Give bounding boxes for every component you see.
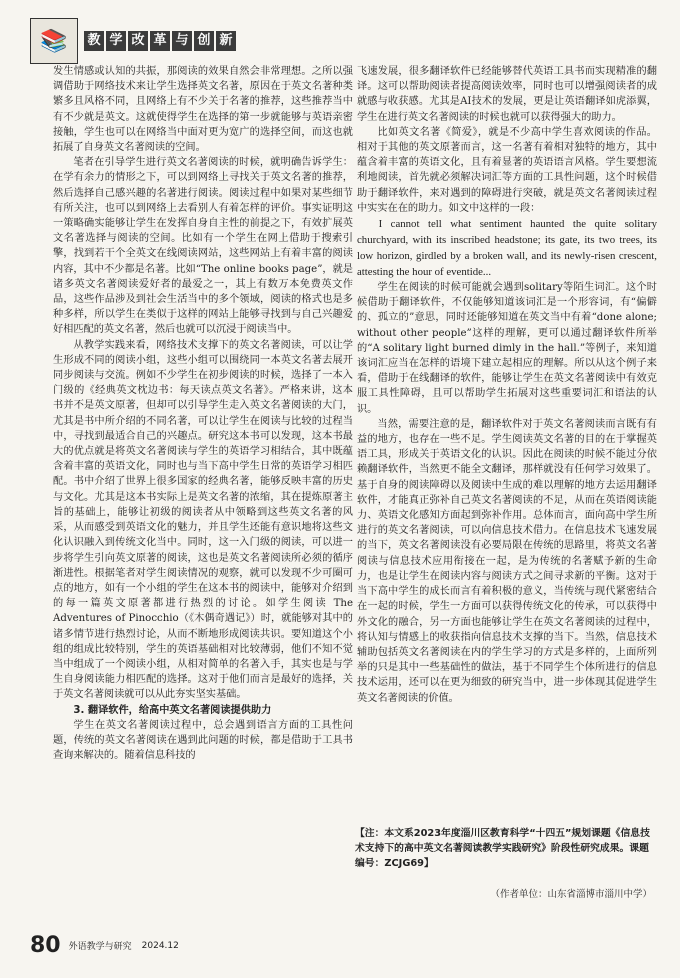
section-title-char: 与 bbox=[172, 31, 192, 51]
page-header bbox=[30, 22, 238, 60]
author-affiliation: （作者单位：山东省淄博市淄川中学） bbox=[490, 889, 652, 900]
section-title-char: 教 bbox=[84, 31, 104, 51]
paragraph: 比如英文名著《简爱》，就是不少高中学生喜欢阅读的作品。相对于其他的英文原著而言，这一名著有着相对独特的地方，其中蕴含着丰富的英语文化，且有着显著的英语语言风格。学生要想流利地阅读，首先就必须解决词汇等方面的工具性问题，这个时候借助于翻译软件，来对遇到的障碍进行突破，就是英文名著阅读过程中实实在在的助力。如文中这样的一段： bbox=[357, 126, 657, 214]
paragraph: 笔者在引导学生进行英文名著阅读的时候，就明确告诉学生：在学有余力的情形之下，可以到网络上寻找关于英文名著的推荐，然后选择自己感兴趣的名著进行阅读。阅读过程中如果对某些细节有所关注，也可以到网络上去看别人有着怎样的评价。事实证明这一策略确实能够让学生在发挥自身自主性的前提之下，有效扩展英文名著选择与阅读的空间。比如有一个学生在网上借助于搜索引擎，找到若干个全英文在线阅读网站，这些网站上有着丰富的阅读内容，其中不少都是名著。比如“The online books page”，就是诸多英文名著阅读爱好者的最爱之一，其上有数万本免费英文作品，这些作品涉及到社会生活当中的多个领域，阅读的格式也是多种多样，所以学生在类似于这样的网站上能够寻找到与自己兴趣爱好相匹配的英文名著，然后也就可以沉浸于阅读当中。 bbox=[53, 157, 353, 336]
section-heading: 3. 翻译软件，给高中英文名著阅读提供助力 bbox=[73, 704, 272, 716]
paragraph: 飞速发展，很多翻译软件已经能够替代英语工具书而实现精准的翻译。这可以帮助阅读者提高阅读效率，同时也可以增强阅读者的成就感与收获感。尤其是AI技术的发展，更是让英语翻译如虎添翼，学生在进行英文名著阅读的时候也就可以获得强大的助力。 bbox=[357, 66, 657, 123]
journal-name: 外语教学与研究 bbox=[68, 942, 132, 952]
paragraph: 学生在英文名著阅读过程中，总会遇到语言方面的工具性问题，传统的英文名著阅读在遇到此问题的时候，都是借助于工具书查询来解决的。随着信息科技的 bbox=[53, 719, 353, 762]
right-column bbox=[357, 64, 657, 706]
paragraph: 从教学实践来看，网络技术支撑下的英文名著阅读，可以让学生形成不同的阅读小组，这些小组可以围绕同一本英文名著去展开同步阅读与交流。例如不少学生在初步阅读的时候，选择了一本入门级的《经典英文枕边书：每天读点英文名著》。严格来讲，这本书并不是英文原著，但却可以引导学生走入英文名著阅读的大门，尤其是书中所介绍的不同名著，可以让学生在阅读与比较的过程当中，寻找到最适合自己的兴趣点。研究这本书可以发现，这本书最大的优点就是将英文名著阅读与学生的英语学习相结合，其中既蕴含着丰富的英语文化，同时也与当下高中学生日常的英语学习相匹配。书中介绍了世界上很多国家的经典名著，能够反映丰富的历史与文化。尤其是这本书实际上是英文名著的浓缩，其在提炼原著主旨的基础上，能够让初级的阅读者从中领略到这些英文名著的风采，从而感受到英语文化的魅力，并且学生还能有意识地将这些文化认识融入到传统文化当中。同时，这一入门级的阅读，可以进一步将学生引向英文原著的阅读，这也是英文名著阅读所必须的循序渐进性。根据笔者对学生阅读情况的观察，就可以发现不少可圈可点的地方，如有一个小组的学生在这本书的阅读中，能够对介绍到的每一篇英文原著都进行热烈的讨论。如学生阅读 The Adventures of Pinocchio（《木偶奇遇记》）时，就能够对其中的诸多情节进行热烈讨论，从而不断地形成阅读共识。要知道这个小组的组成比较特别，学生的英语基础相对比较薄弱，他们不知不觉当中组成了一个阅读小组，从相对简单的名著入手，其实也是与学生自身阅读能力相匹配的选择。这对于他们而言是最好的选择，关于英文名著阅读就可以从此夯实坚实基础。 bbox=[53, 339, 353, 701]
page-number: 80 bbox=[30, 933, 61, 958]
book-logo-icon: 📚 bbox=[30, 18, 78, 64]
section-title-char: 创 bbox=[194, 31, 214, 51]
page-footer bbox=[30, 933, 179, 958]
left-column bbox=[53, 64, 353, 763]
journal-issue: 2024.12 bbox=[141, 940, 179, 951]
section-title-char: 学 bbox=[106, 31, 126, 51]
section-title-char: 革 bbox=[150, 31, 170, 51]
section-title bbox=[84, 31, 238, 51]
paragraph: 发生情感或认知的共振，那阅读的效果自然会非常理想。之所以强调借助于网络技术来让学生选择英文名著，原因在于英文名著种类繁多且风格不同，且网络上有不少关于名著的推荐，这些推荐当中有不少就是英文。这就使得学生在选择的第一步就能够与英语亲密接触，学生也可以在网络当中面对更为宽广的选择空间，而这也就拓展了自身英文名著阅读的空间。 bbox=[53, 66, 353, 154]
paragraph: 当然，需要注意的是，翻译软件对于英文名著阅读而言既有有益的地方，也存在一些不足。学生阅读英文名著的目的在于掌握英语工具，形成关于英语文化的认识。因此在阅读的时候不能过分依赖翻译软件，当然更不能全文翻译，那样就没有任何学习效果了。基于自身的阅读障碍以及阅读中生成的难以理解的地方去运用翻译软件，才能真正弥补自己英文名著阅读的不足，从而在英语阅读能力、英语文化感知方面起到弥补作用。总体而言，面向高中学生所进行的英文名著阅读，可以向信息技术借力。在信息技术飞速发展的当下，英文名著阅读没有必要局限在传统的思路里，将英文名著阅读与信息技术应用衔接在一起，是为传统的名著赋予新的生命力，也是让学生在阅读内容与阅读方式之间寻求新的平衡。这对于当下高中学生的成长而言有着积极的意义，当传统与现代紧密结合在一起的时候，学生一方面可以获得传统文化的传承，可以获得中外文化的融合，另一方面也能够让学生在英文名著阅读的过程中，将认知与情感上的收获指向信息技术支撑的当下。当然，信息技术辅助包括英文名著阅读在内的学生学习的方式是多样的，上面所列举的只是其中一些基础性的做法，基于不同学生个体所进行的信息技术运用，还可以在更为细致的研究当中，进一步体现其促进学生英文名著阅读的价值。 bbox=[357, 418, 657, 704]
section-title-char: 改 bbox=[128, 31, 148, 51]
section-title-char: 新 bbox=[216, 31, 236, 51]
research-note: 【注：本文系2023年度淄川区教育科学“十四五”规划课题《信息技术支持下的高中英文名著阅读教学实践研究》阶段性研究成果。课题编号：ZCJG69】 bbox=[355, 828, 650, 869]
paragraph: 学生在阅读的时候可能就会遇到solitary等陌生词汇。这个时候借助于翻译软件，不仅能够知道该词汇是一个形容词，有“偏僻的、孤立的”意思，同时还能够知道在英文当中有着“done alone; without other people”这样的理解，更可以通过翻译软件所举的“A solitary light burned dimly in the hall.”等例子，来知道该词汇应当在怎样的语境下建立起相应的理解。所以从这个例子来看，借助于在线翻译的软件，能够让学生在英文名著阅读中有效克服工具性障碍，且可以帮助学生拓展对这些重要词汇和语法的认识。 bbox=[357, 282, 657, 415]
english-quote: I cannot tell what sentiment haunted the quite solitary churchyard, with its inscribed headstone; its gate, its two trees, its low horizon, girdled by a broken wall, and its newly-risen crescent, attesting the hour of eventide... bbox=[357, 218, 657, 279]
